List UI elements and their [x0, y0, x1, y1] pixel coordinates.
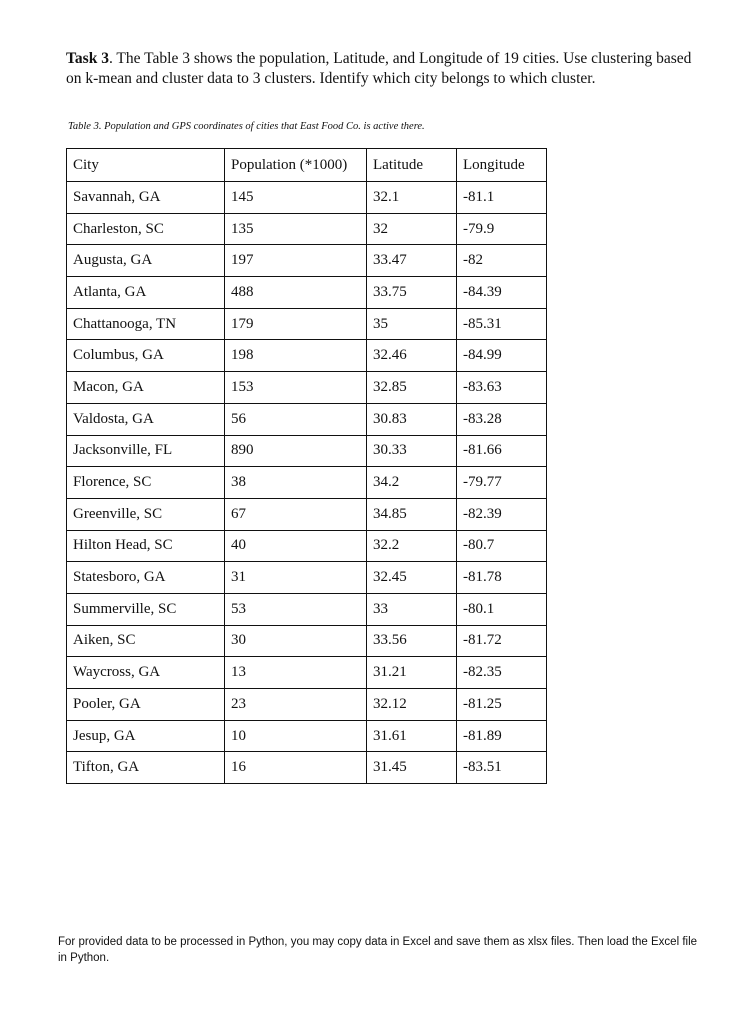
- table-row: [67, 593, 547, 625]
- cell-longitude: -79.77: [457, 467, 547, 499]
- cell-latitude: 32: [367, 213, 457, 245]
- cell-longitude: -79.9: [457, 213, 547, 245]
- cell-latitude: 31.45: [367, 752, 457, 784]
- cell-latitude: 32.1: [367, 182, 457, 214]
- header-longitude: Longitude: [457, 149, 547, 182]
- cell-population: 890: [225, 435, 367, 467]
- cell-city: Statesboro, GA: [67, 562, 225, 594]
- cell-latitude: 34.85: [367, 498, 457, 530]
- cell-population: 38: [225, 467, 367, 499]
- table-row: [67, 562, 547, 594]
- cell-population: 40: [225, 530, 367, 562]
- cell-latitude: 31.61: [367, 720, 457, 752]
- cell-longitude: -81.66: [457, 435, 547, 467]
- table-header-row: [67, 149, 547, 182]
- footer-note: For provided data to be processed in Python, you may copy data in Excel and save them as xlsx files. Then load the Excel file in Python.: [58, 936, 698, 964]
- cell-population: 145: [225, 182, 367, 214]
- cell-city: Chattanooga, TN: [67, 308, 225, 340]
- cell-city: Charleston, SC: [67, 213, 225, 245]
- header-latitude: Latitude: [367, 149, 457, 182]
- cell-population: 16: [225, 752, 367, 784]
- cell-population: 153: [225, 372, 367, 404]
- cell-longitude: -82.35: [457, 657, 547, 689]
- cell-longitude: -83.51: [457, 752, 547, 784]
- header-city: City: [67, 149, 225, 182]
- cell-city: Pooler, GA: [67, 689, 225, 721]
- cell-population: 13: [225, 657, 367, 689]
- cell-longitude: -81.25: [457, 689, 547, 721]
- cell-latitude: 33.75: [367, 277, 457, 309]
- table-row: [67, 689, 547, 721]
- cell-latitude: 30.83: [367, 403, 457, 435]
- cell-city: Florence, SC: [67, 467, 225, 499]
- cell-population: 135: [225, 213, 367, 245]
- header-population: Population (*1000): [225, 149, 367, 182]
- table-row: [67, 372, 547, 404]
- cities-table: [66, 148, 547, 784]
- table-caption: Table 3. Population and GPS coordinates of cities that East Food Co. is active there.: [68, 121, 425, 132]
- cell-city: Augusta, GA: [67, 245, 225, 277]
- table-row: [67, 213, 547, 245]
- cell-latitude: 32.45: [367, 562, 457, 594]
- cell-longitude: -85.31: [457, 308, 547, 340]
- cell-city: Hilton Head, SC: [67, 530, 225, 562]
- table-row: [67, 403, 547, 435]
- cell-population: 67: [225, 498, 367, 530]
- cell-population: 179: [225, 308, 367, 340]
- cell-city: Aiken, SC: [67, 625, 225, 657]
- cell-longitude: -82: [457, 245, 547, 277]
- table-row: [67, 340, 547, 372]
- task-label: Task 3: [66, 50, 109, 67]
- cell-latitude: 34.2: [367, 467, 457, 499]
- cell-longitude: -82.39: [457, 498, 547, 530]
- cell-latitude: 32.46: [367, 340, 457, 372]
- cell-latitude: 35: [367, 308, 457, 340]
- table-row: [67, 657, 547, 689]
- cell-longitude: -84.39: [457, 277, 547, 309]
- cell-longitude: -81.78: [457, 562, 547, 594]
- table-row: [67, 435, 547, 467]
- cell-longitude: -84.99: [457, 340, 547, 372]
- table-row: [67, 752, 547, 784]
- table-body: [67, 182, 547, 784]
- cell-latitude: 31.21: [367, 657, 457, 689]
- cell-city: Waycross, GA: [67, 657, 225, 689]
- cell-latitude: 33.47: [367, 245, 457, 277]
- cell-city: Atlanta, GA: [67, 277, 225, 309]
- cell-population: 53: [225, 593, 367, 625]
- cell-city: Summerville, SC: [67, 593, 225, 625]
- cell-latitude: 30.33: [367, 435, 457, 467]
- table-row: [67, 245, 547, 277]
- table-row: [67, 625, 547, 657]
- cell-latitude: 32.85: [367, 372, 457, 404]
- cell-longitude: -83.28: [457, 403, 547, 435]
- cell-longitude: -81.72: [457, 625, 547, 657]
- cell-population: 488: [225, 277, 367, 309]
- table-row: [67, 498, 547, 530]
- cell-city: Jacksonville, FL: [67, 435, 225, 467]
- cell-latitude: 32.12: [367, 689, 457, 721]
- cell-city: Savannah, GA: [67, 182, 225, 214]
- cell-city: Greenville, SC: [67, 498, 225, 530]
- cell-city: Valdosta, GA: [67, 403, 225, 435]
- cell-population: 56: [225, 403, 367, 435]
- cell-population: 31: [225, 562, 367, 594]
- cell-city: Jesup, GA: [67, 720, 225, 752]
- cell-longitude: -83.63: [457, 372, 547, 404]
- cell-longitude: -80.1: [457, 593, 547, 625]
- cell-city: Columbus, GA: [67, 340, 225, 372]
- cell-latitude: 33: [367, 593, 457, 625]
- table-row: [67, 277, 547, 309]
- table-row: [67, 720, 547, 752]
- cell-latitude: 32.2: [367, 530, 457, 562]
- cell-longitude: -80.7: [457, 530, 547, 562]
- cell-longitude: -81.89: [457, 720, 547, 752]
- table-row: [67, 308, 547, 340]
- table-row: [67, 182, 547, 214]
- cell-population: 197: [225, 245, 367, 277]
- cell-city: Tifton, GA: [67, 752, 225, 784]
- cell-population: 10: [225, 720, 367, 752]
- cell-population: 30: [225, 625, 367, 657]
- task-description: [66, 49, 706, 89]
- cell-longitude: -81.1: [457, 182, 547, 214]
- table-row: [67, 530, 547, 562]
- cell-population: 198: [225, 340, 367, 372]
- table-row: [67, 467, 547, 499]
- cell-latitude: 33.56: [367, 625, 457, 657]
- cell-city: Macon, GA: [67, 372, 225, 404]
- cell-population: 23: [225, 689, 367, 721]
- task-text: . The Table 3 shows the population, Latitude, and Longitude of 19 cities. Use clustering based on k-mean and cluster data to 3 clusters. Identify which city belongs to which cluster.: [66, 50, 692, 87]
